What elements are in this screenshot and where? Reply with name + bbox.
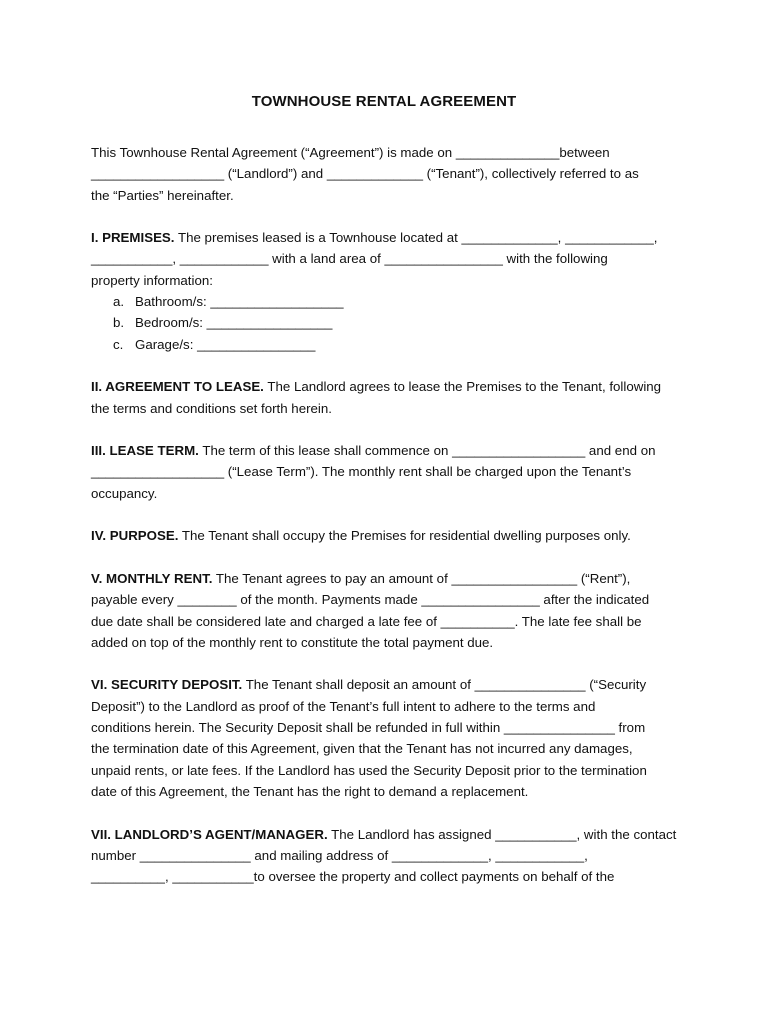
monthly-rent-line: added on top of the monthly rent to constitute the total payment due. — [91, 634, 494, 650]
premises-section — [91, 227, 691, 355]
premises-paragraph — [91, 227, 691, 291]
security-deposit-line: date of this Agreement, the Tenant has the right to demand a replacement. — [91, 783, 529, 799]
intro-line: This Townhouse Rental Agreement (“Agreement”) is made on ______________between — [91, 145, 610, 160]
document-body — [91, 142, 691, 909]
property-info-list — [91, 291, 691, 355]
list-marker: b. — [113, 315, 125, 331]
monthly-rent-heading: V. MONTHLY RENT. — [91, 570, 213, 586]
premises-line: property information: — [91, 272, 213, 288]
monthly-rent-text: The Tenant agrees to pay an amount of _________________ (“Rent”), — [212, 570, 631, 586]
agreement-to-lease-line: the terms and conditions set forth herein. — [91, 400, 332, 416]
list-item-text: Bedroom/s: _________________ — [135, 315, 333, 331]
agreement-to-lease-heading: II. AGREEMENT TO LEASE. — [91, 379, 264, 395]
premises-text: The premises leased is a Townhouse located at _____________, ____________, — [174, 230, 658, 246]
security-deposit-line: conditions herein. The Security Deposit shall be refunded in full within _______________ from — [91, 720, 646, 736]
security-deposit-line: unpaid rents, or late fees. If the Landlord has used the Security Deposit prior to the termination — [91, 762, 647, 778]
landlord-agent-text: The Landlord has assigned ___________, with the contact — [327, 826, 677, 842]
agreement-to-lease-text: The Landlord agrees to lease the Premises to the Tenant, following — [263, 379, 662, 395]
purpose-paragraph — [91, 525, 691, 546]
intro-line: __________________ (“Landlord”) and _____________ (“Tenant”), collectively referred to as — [91, 166, 639, 182]
landlord-agent-paragraph — [91, 824, 691, 888]
lease-term-heading: III. LEASE TERM. — [91, 443, 199, 459]
intro-paragraph — [91, 142, 691, 206]
list-item-garages — [91, 334, 691, 355]
lease-term-line: __________________ (“Lease Term”). The monthly rent shall be charged upon the Tenant’s — [91, 464, 632, 480]
list-item-text: Garage/s: ________________ — [135, 336, 316, 352]
list-marker: c. — [113, 336, 124, 352]
monthly-rent-line: due date shall be considered late and charged a late fee of __________. The late fee shall be — [91, 613, 642, 629]
security-deposit-line: Deposit”) to the Landlord as proof of the Tenant’s full intent to adhere to the terms and — [91, 698, 596, 714]
list-item-text: Bathroom/s: __________________ — [135, 294, 344, 310]
lease-term-line: occupancy. — [91, 485, 158, 501]
landlord-agent-line: __________, ___________to oversee the property and collect payments on behalf of the — [91, 869, 615, 885]
list-item-bedrooms — [91, 312, 691, 333]
security-deposit-text: The Tenant shall deposit an amount of _______________ (“Security — [242, 677, 647, 693]
security-deposit-line: the termination date of this Agreement, given that the Tenant has not incurred any damages, — [91, 741, 633, 757]
landlord-agent-line: number _______________ and mailing address of _____________, ____________, — [91, 847, 588, 863]
premises-heading: I. PREMISES. — [91, 230, 175, 246]
lease-term-paragraph — [91, 440, 691, 504]
list-marker: a. — [113, 294, 125, 310]
list-item-bathrooms — [91, 291, 691, 312]
purpose-heading: IV. PURPOSE. — [91, 528, 179, 544]
premises-line: ___________, ____________ with a land area of ________________ with the following — [91, 251, 608, 267]
landlord-agent-heading: VII. LANDLORD’S AGENT/MANAGER. — [91, 826, 328, 842]
monthly-rent-paragraph — [91, 568, 691, 653]
intro-line: the “Parties” hereinafter. — [91, 187, 234, 203]
lease-term-text: The term of this lease shall commence on __________________ and end on — [198, 443, 656, 459]
security-deposit-heading: VI. SECURITY DEPOSIT. — [91, 677, 243, 693]
purpose-text: The Tenant shall occupy the Premises for residential dwelling purposes only. — [178, 528, 631, 544]
document-title: TOWNHOUSE RENTAL AGREEMENT — [251, 93, 517, 110]
agreement-to-lease-paragraph — [91, 376, 691, 419]
security-deposit-paragraph — [91, 674, 691, 802]
monthly-rent-line: payable every ________ of the month. Payments made ________________ after the indicated — [91, 592, 650, 608]
